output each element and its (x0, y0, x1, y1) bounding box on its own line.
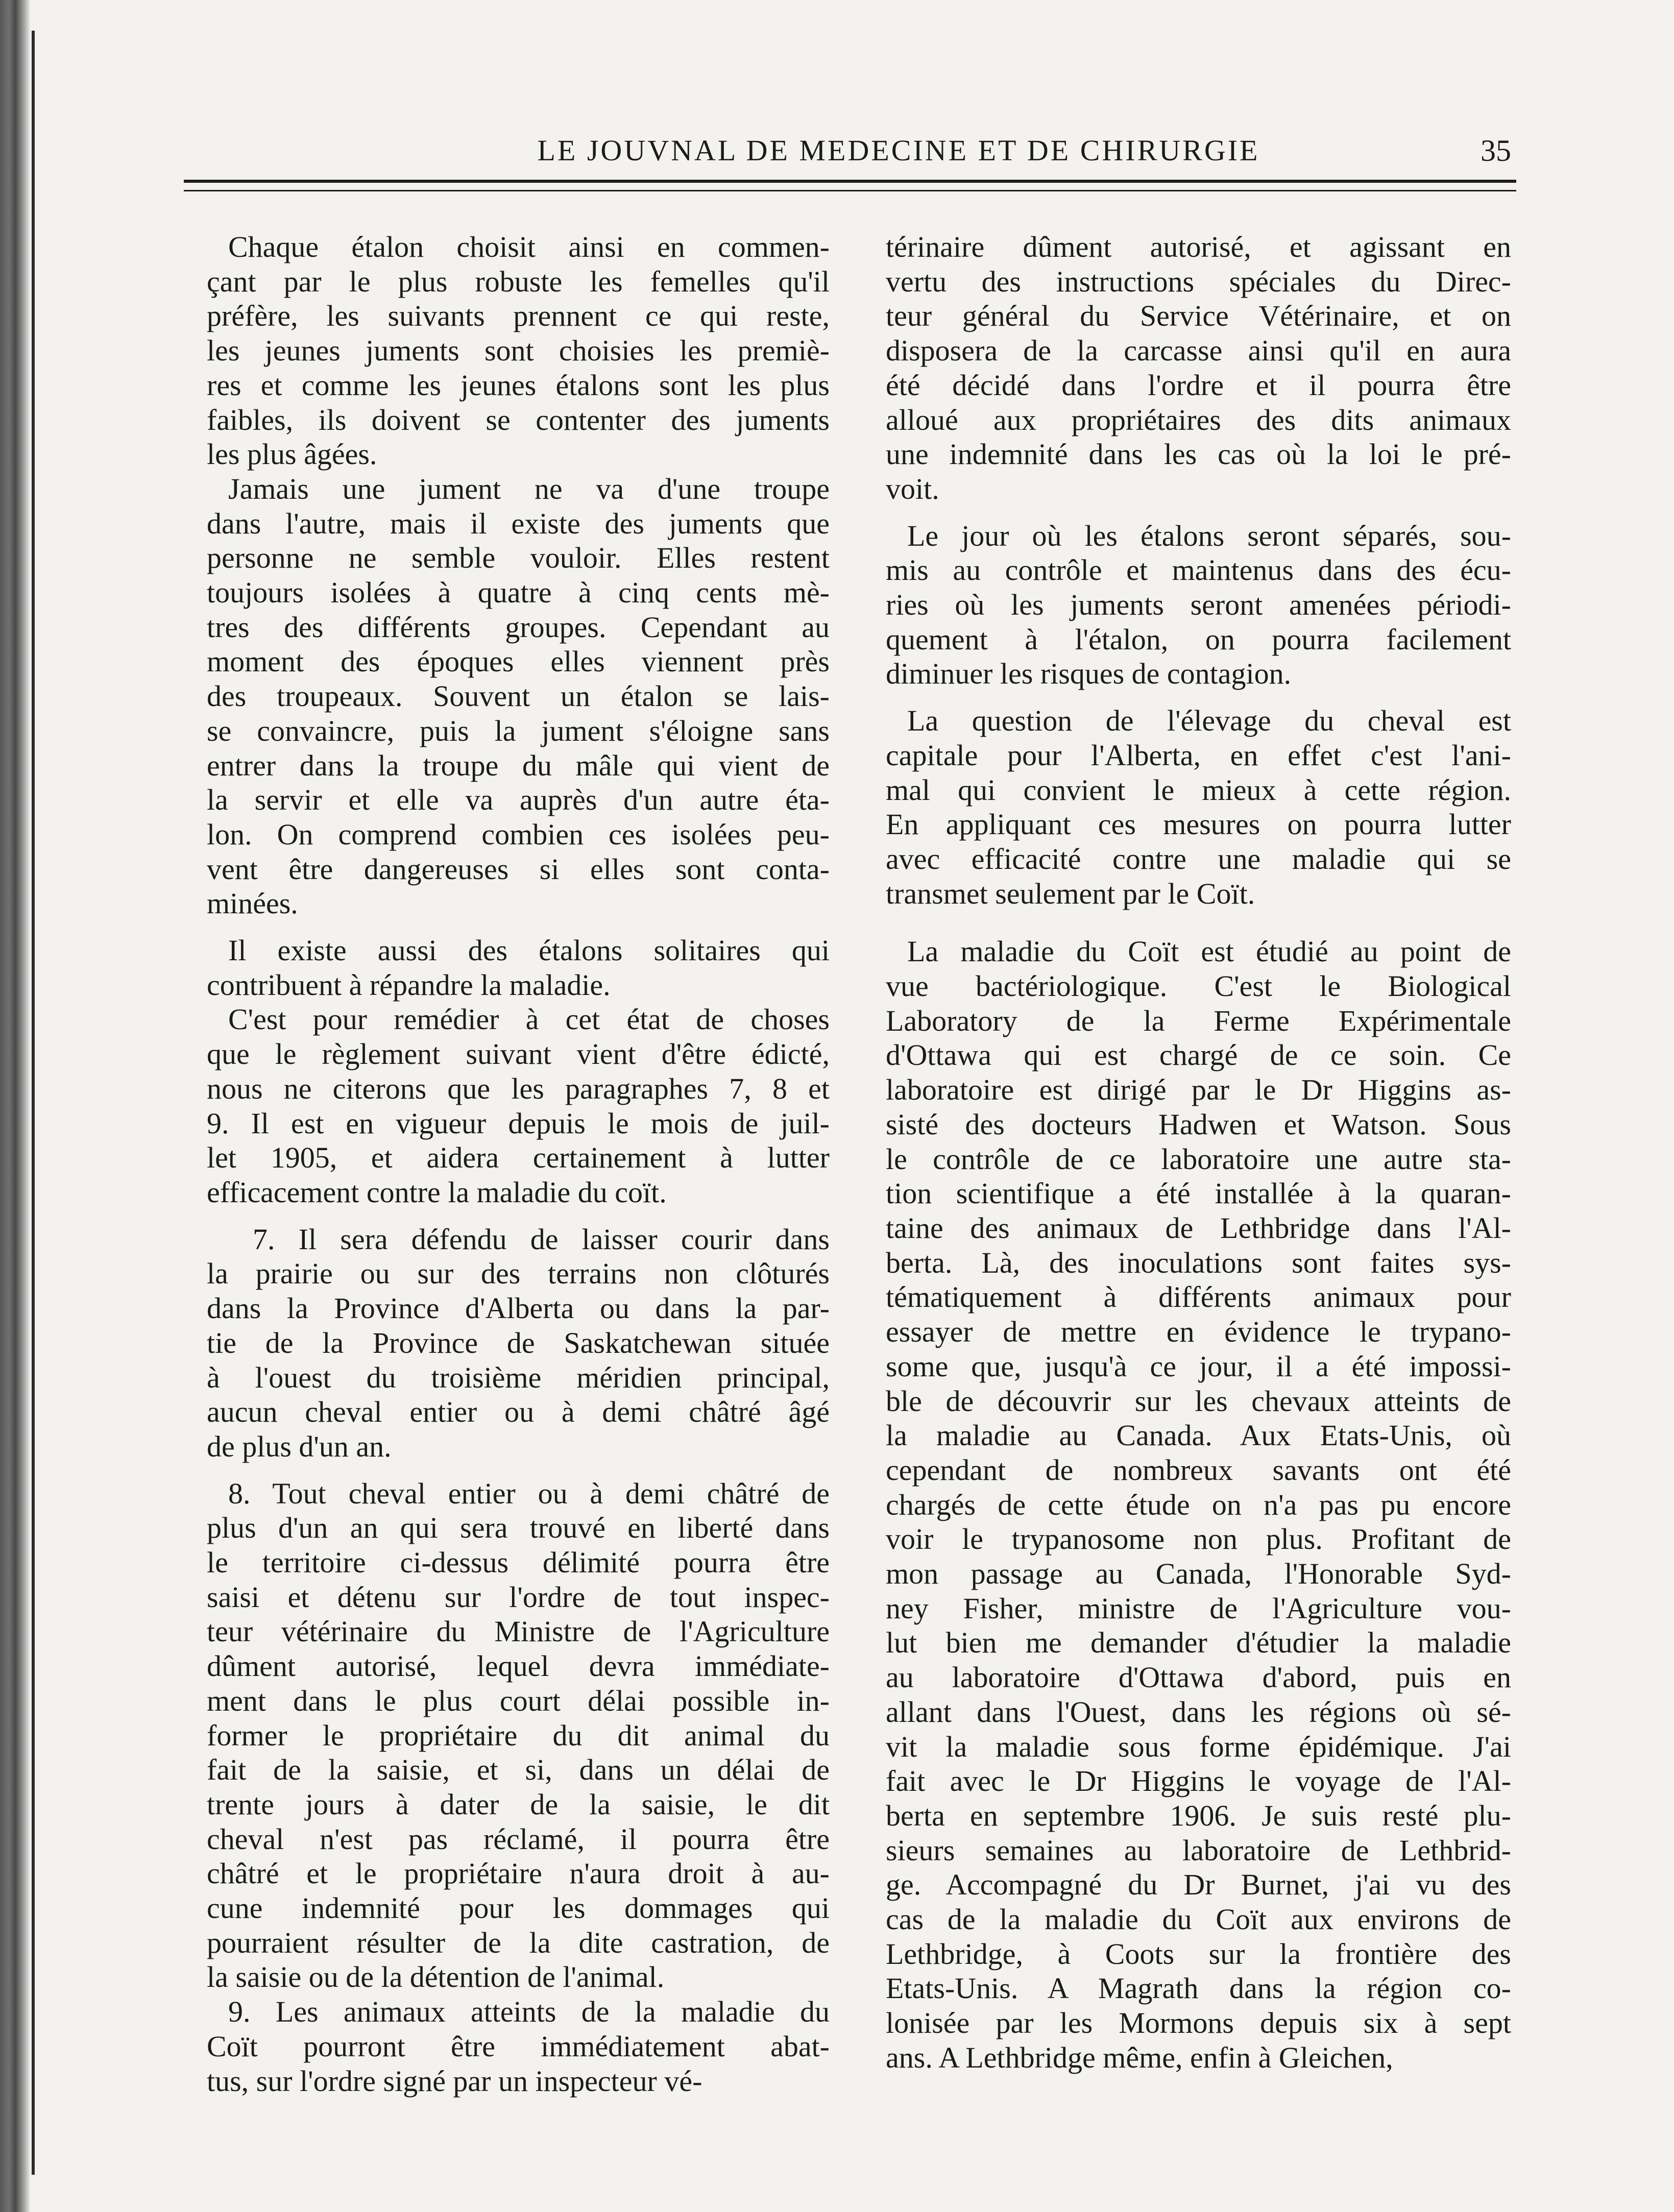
text-line: lonisée par les Mormons depuis six à sept (886, 2006, 1511, 2040)
text-line: 9. Il est en vigueur depuis le mois de juil- (207, 1106, 830, 1140)
text-line: mal qui convient le mieux à cette région. (886, 773, 1511, 807)
text-line: dans l'autre, mais il existe des juments que (207, 506, 830, 540)
text-line: le territoire ci-dessus délimité pourra être (207, 1546, 830, 1579)
text-line: aucun cheval entier ou à demi châtré âgé (207, 1395, 830, 1429)
text-line: lut bien me demander d'étudier la maladie (886, 1626, 1511, 1660)
paragraph (207, 1222, 830, 1464)
paragraph (886, 703, 1511, 911)
text-line: sieurs semaines au laboratoire de Lethbrid- (886, 1833, 1511, 1867)
paragraph (886, 934, 1511, 2075)
text-line: voir le trypanosome non plus. Profitant de (886, 1522, 1511, 1556)
text-line: vit la maladie sous forme épidémique. J'ai (886, 1730, 1511, 1763)
text-line: tion scientifique a été installée à la quaran- (886, 1177, 1511, 1210)
text-line: la saisie ou de la détention de l'animal. (207, 1960, 665, 1994)
text-line: à l'ouest du troisième méridien principal, (207, 1360, 830, 1394)
text-line: tus, sur l'ordre signé par un inspecteur vé- (207, 2064, 702, 2098)
text-line: saisi et détenu sur l'ordre de tout inspec- (207, 1580, 830, 1614)
text-line: pourraient résulter de la dite castration, de (207, 1926, 830, 1959)
paragraph (207, 230, 830, 472)
text-line: des troupeaux. Souvent un étalon se lais- (207, 679, 830, 713)
text-line: 9. Les animaux atteints de la maladie du (228, 1995, 830, 2029)
text-line: lon. On comprend combien ces isolées peu- (207, 817, 830, 851)
text-line: faibles, ils doivent se contenter des juments (207, 403, 830, 436)
text-line: ment dans le plus court délai possible in- (207, 1684, 830, 1717)
text-line: fait avec le Dr Higgins le voyage de l'Al- (886, 1764, 1511, 1798)
paragraph (207, 472, 830, 921)
text-line: some que, jusqu'à ce jour, il a été impossi- (886, 1349, 1511, 1383)
text-line: trente jours à dater de la saisie, le dit (207, 1787, 830, 1821)
text-line: transmet seulement par le Coït. (886, 877, 1255, 910)
text-line: diminuer les risques de contagion. (886, 657, 1292, 691)
binding-edge (0, 0, 31, 2212)
text-line: avec efficacité contre une maladie qui se (886, 842, 1511, 876)
text-line: fait de la saisie, et si, dans un délai de (207, 1753, 830, 1787)
text-line: les jeunes juments sont choisies les premiè- (207, 334, 830, 368)
text-line: personne ne semble vouloir. Elles restent (207, 541, 830, 575)
text-line: laboratoire est dirigé par le Dr Higgins as- (886, 1073, 1511, 1107)
text-line: quement à l'étalon, on pourra facilement (886, 622, 1511, 656)
text-line: teur général du Service Vétérinaire, et on (886, 299, 1511, 333)
text-line: 7. Il sera défendu de laisser courir dans (253, 1222, 830, 1256)
text-line: d'Ottawa qui est chargé de ce soin. Ce (886, 1038, 1511, 1072)
text-line: berta en septembre 1906. Je suis resté plu- (886, 1798, 1511, 1832)
page-number: 35 (1481, 134, 1511, 167)
text-line: le contrôle de ce laboratoire une autre sta- (886, 1142, 1511, 1176)
text-line: 8. Tout cheval entier ou à demi châtré de (228, 1476, 830, 1510)
text-line: taine des animaux de Lethbridge dans l'Al- (886, 1211, 1511, 1245)
text-line: mis au contrôle et maintenus dans des écu- (886, 553, 1511, 587)
text-line: mon passage au Canada, l'Honorable Syd- (886, 1557, 1511, 1591)
text-line: Le jour où les étalons seront séparés, sou- (907, 519, 1511, 552)
text-line: vue bactériologique. C'est le Biological (886, 969, 1511, 1003)
header-rule-thin (184, 190, 1516, 191)
text-line: la maladie au Canada. Aux Etats-Unis, où (886, 1419, 1511, 1452)
text-line: moment des époques elles viennent près (207, 645, 830, 678)
text-line: plus d'un an qui sera trouvé en liberté dans (207, 1511, 830, 1545)
text-line: la servir et elle va auprès d'un autre éta- (207, 783, 830, 817)
text-line: Jamais une jument ne va d'une troupe (228, 472, 830, 505)
text-line: let 1905, et aidera certainement à lutter (207, 1141, 830, 1175)
text-line: tie de la Province de Saskatchewan située (207, 1326, 830, 1359)
text-line: Laboratory de la Ferme Expérimentale (886, 1004, 1511, 1037)
text-line: ries où les juments seront amenées périodi- (886, 588, 1511, 622)
text-line: préfère, les suivants prennent ce qui reste, (207, 299, 830, 333)
text-line: térinaire dûment autorisé, et agissant en (886, 230, 1511, 263)
text-line: teur vétérinaire du Ministre de l'Agriculture (207, 1615, 830, 1648)
left-column (207, 230, 830, 2098)
text-line: dûment autorisé, lequel devra immédiate- (207, 1649, 830, 1683)
text-line: C'est pour remédier à cet état de choses (228, 1003, 830, 1036)
paragraph (886, 519, 1511, 692)
text-line: cependant de nombreux savants ont été (886, 1453, 1511, 1487)
text-line: vertu des instructions spéciales du Direc- (886, 264, 1511, 298)
text-line: La question de l'élevage du cheval est (907, 704, 1511, 738)
text-line: alloué aux propriétaires des dits animaux (886, 403, 1511, 436)
binding-line (32, 31, 35, 2175)
text-line: entrer dans la troupe du mâle qui vient de (207, 748, 830, 782)
paragraph (207, 933, 830, 1002)
text-line: efficacement contre la maladie du coït. (207, 1175, 667, 1209)
text-line: ble de découvrir sur les chevaux atteints de (886, 1384, 1511, 1418)
text-line: de plus d'un an. (207, 1429, 392, 1463)
text-line: ney Fisher, ministre de l'Agriculture vou- (886, 1591, 1511, 1625)
text-line: que le règlement suivant vient d'être édicté, (207, 1037, 830, 1071)
text-line: une indemnité dans les cas où la loi le pré- (886, 437, 1511, 471)
text-line: La maladie du Coït est étudié au point de (907, 935, 1511, 968)
text-line: été décidé dans l'ordre et il pourra être (886, 368, 1511, 402)
text-line: tres des différents groupes. Cependant au (207, 610, 830, 644)
text-line: vent être dangereuses si elles sont conta- (207, 852, 830, 886)
text-line: chargés de cette étude on n'a pas pu encore (886, 1488, 1511, 1521)
text-line: Coït pourront être immédiatement abat- (207, 2029, 830, 2063)
text-line: se convaincre, puis la jument s'éloigne sans (207, 714, 830, 747)
text-line: En appliquant ces mesures on pourra lutter (886, 808, 1511, 841)
text-line: cune indemnité pour les dommages qui (207, 1891, 830, 1925)
text-line: la prairie ou sur des terrains non clôturés (207, 1257, 830, 1291)
text-line: nous ne citerons que les paragraphes 7, 8 et (207, 1072, 830, 1105)
text-line: capitale pour l'Alberta, en effet c'est l'ani- (886, 738, 1511, 772)
text-line: minées. (207, 887, 298, 920)
paragraph (886, 230, 1511, 506)
paragraph (207, 1002, 830, 1209)
text-line: voit. (886, 472, 939, 505)
text-line: disposera de la carcasse ainsi qu'il en aura (886, 334, 1511, 368)
text-line: châtré et le propriétaire n'aura droit à au- (207, 1857, 830, 1890)
text-line: Il existe aussi des étalons solitaires qui (228, 934, 830, 967)
text-line: Etats-Unis. A Magrath dans la région co- (886, 1972, 1511, 2005)
text-line: sisté des docteurs Hadwen et Watson. Sous (886, 1107, 1511, 1141)
running-head: LE JOUVNAL DE MEDECINE ET DE CHIRURGIE (537, 134, 1260, 167)
text-line: contribuent à répandre la maladie. (207, 968, 611, 1002)
text-line: cheval n'est pas réclamé, il pourra être (207, 1822, 830, 1856)
text-line: allant dans l'Ouest, dans les régions où sé- (886, 1695, 1511, 1729)
text-line: çant par le plus robuste les femelles qu'il (207, 264, 830, 298)
text-line: res et comme les jeunes étalons sont les plus (207, 368, 830, 402)
text-line: ans. A Lethbridge même, enfin à Gleichen, (886, 2040, 1393, 2074)
text-line: Chaque étalon choisit ainsi en commen- (228, 230, 830, 263)
right-column (886, 230, 1511, 2075)
paragraph (207, 1995, 830, 2098)
text-line: essayer de mettre en évidence le trypano- (886, 1315, 1511, 1349)
text-line: former le propriétaire du dit animal du (207, 1718, 830, 1752)
text-line: ge. Accompagné du Dr Burnet, j'ai vu des (886, 1868, 1511, 1902)
text-line: berta. Là, des inoculations sont faites sys- (886, 1246, 1511, 1279)
text-line: dans la Province d'Alberta ou dans la par- (207, 1292, 830, 1325)
text-line: tématiquement à différents animaux pour (886, 1280, 1511, 1314)
text-line: Lethbridge, à Coots sur la frontière des (886, 1937, 1511, 1971)
text-line: les plus âgées. (207, 437, 377, 471)
text-line: toujours isolées à quatre à cinq cents mè- (207, 576, 830, 610)
paragraph (207, 1476, 830, 1995)
text-line: au laboratoire d'Ottawa d'abord, puis en (886, 1661, 1511, 1694)
text-line: cas de la maladie du Coït aux environs de (886, 1903, 1511, 1936)
header-rule (184, 180, 1516, 183)
